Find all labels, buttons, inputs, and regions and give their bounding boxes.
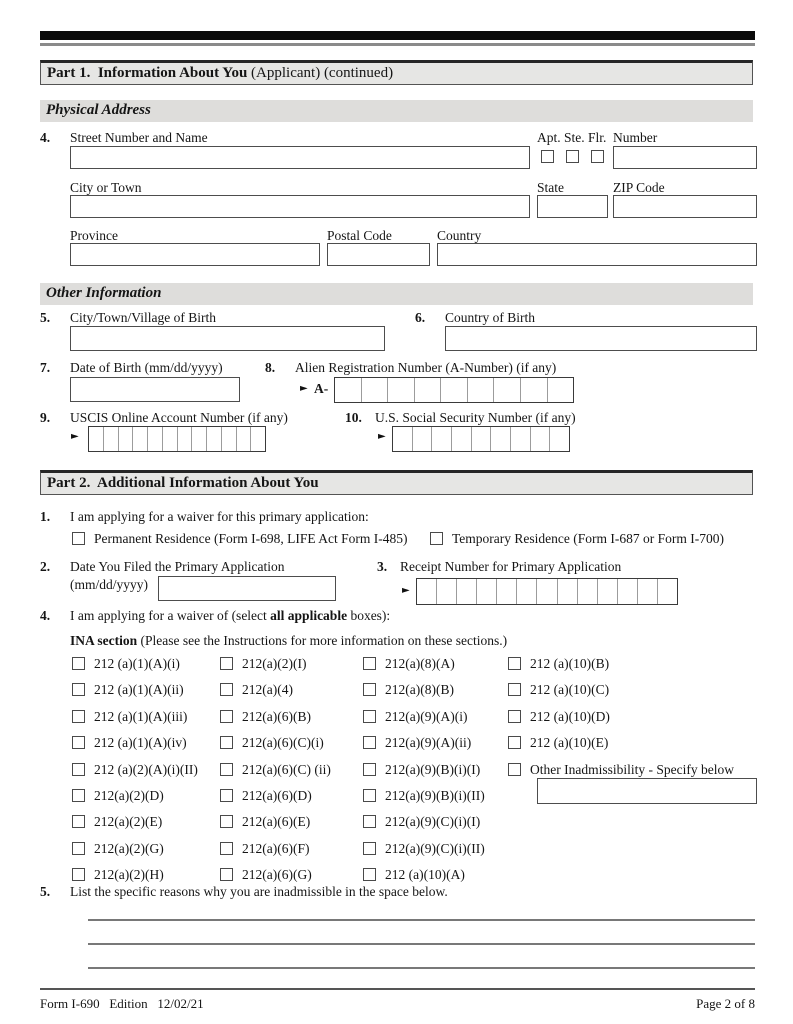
ina-option-label: 212(a)(2)(D) bbox=[94, 787, 164, 803]
ina-option bbox=[508, 682, 734, 708]
ina-option-label: 212 (a)(10)(D) bbox=[530, 708, 610, 724]
ina-option-label: 212(a)(8)(B) bbox=[385, 682, 454, 698]
city-label: City or Town bbox=[70, 180, 142, 195]
ina-checkbox[interactable] bbox=[72, 763, 85, 776]
ina-checkbox[interactable] bbox=[363, 763, 376, 776]
ina-option-label: 212(a)(6)(E) bbox=[242, 814, 311, 830]
ina-option bbox=[220, 788, 331, 814]
ina-option-label: 212(a)(9)(A)(i) bbox=[385, 708, 468, 724]
ina-option bbox=[220, 735, 331, 761]
part2-title: Part 2. Additional Information About You bbox=[47, 475, 319, 491]
country-label: Country bbox=[437, 228, 482, 243]
birth-country-label: Country of Birth bbox=[445, 310, 535, 325]
state-input[interactable] bbox=[537, 195, 608, 218]
ina-checkbox[interactable] bbox=[72, 683, 85, 696]
province-input[interactable] bbox=[70, 243, 320, 266]
ina-option bbox=[72, 709, 198, 735]
unit-number-label: Number bbox=[613, 130, 658, 145]
ina-option bbox=[72, 735, 198, 761]
ina-option-label: 212(a)(9)(B)(i)(II) bbox=[385, 787, 485, 803]
ina-checkbox[interactable] bbox=[363, 657, 376, 670]
p2-item4-number: 4. bbox=[40, 608, 51, 623]
ina-checkbox[interactable] bbox=[363, 815, 376, 828]
ina-option-label: 212(a)(9)(C)(i)(I) bbox=[385, 814, 481, 830]
item4-number: 4. bbox=[40, 130, 51, 145]
state-label: State bbox=[537, 180, 564, 195]
ina-option bbox=[220, 656, 331, 682]
ssn-label: U.S. Social Security Number (if any) bbox=[375, 410, 576, 425]
ina-option bbox=[220, 762, 331, 788]
ste-checkbox[interactable] bbox=[566, 150, 579, 163]
a-number-label: Alien Registration Number (A-Number) (if any) bbox=[295, 360, 557, 375]
ina-option bbox=[220, 814, 331, 840]
ina-option-label: 212(a)(2)(I) bbox=[242, 656, 307, 671]
ina-option bbox=[363, 841, 485, 867]
ina-option bbox=[363, 735, 485, 761]
ina-option-label: 212(a)(2)(E) bbox=[94, 814, 163, 830]
a-number-comb-input[interactable] bbox=[334, 377, 574, 403]
ina-column-1 bbox=[72, 656, 198, 894]
ina-option-label: 212(a)(6)(C)(i) bbox=[242, 735, 324, 751]
permanent-residence-label: Permanent Residence (Form I-698, LIFE Act Form I-485) bbox=[94, 531, 408, 546]
ina-option bbox=[508, 709, 734, 735]
item7-number: 7. bbox=[40, 360, 51, 375]
ina-option-label: 212(a)(4) bbox=[242, 682, 293, 698]
item9-number: 9. bbox=[40, 410, 51, 425]
part1-title: Part 1. Information About You bbox=[47, 65, 248, 81]
ina-checkbox[interactable] bbox=[72, 736, 85, 749]
top-gray-rule bbox=[40, 43, 755, 46]
ina-option bbox=[72, 788, 198, 814]
ina-option-label: 212 (a)(1)(A)(iv) bbox=[94, 735, 187, 751]
ina-option-label: 212(a)(9)(A)(ii) bbox=[385, 735, 472, 751]
ina-option bbox=[72, 841, 198, 867]
ina-option bbox=[508, 735, 734, 761]
ina-option-label: 212(a)(6)(D) bbox=[242, 787, 312, 803]
ina-option bbox=[363, 682, 485, 708]
birth-country-input[interactable] bbox=[445, 326, 757, 351]
uscis-account-comb-input[interactable] bbox=[88, 426, 266, 452]
ina-option-label: 212(a)(2)(G) bbox=[94, 840, 164, 856]
part1-header bbox=[40, 60, 753, 85]
a-number-prefix: A- bbox=[314, 381, 329, 396]
reasons-label: List the specific reasons why you are inadmissible in the space below. bbox=[70, 884, 448, 899]
ina-option-label: 212 (a)(2)(A)(i)(II) bbox=[94, 761, 198, 777]
waiver-application-label: I am applying for a waiver for this primary application: bbox=[70, 509, 369, 524]
p2-item2-number: 2. bbox=[40, 559, 51, 574]
ina-option-label: 212 (a)(1)(A)(iii) bbox=[94, 708, 188, 724]
birth-city-input[interactable] bbox=[70, 326, 385, 351]
ina-option-label: 212 (a)(10)(A) bbox=[385, 867, 465, 883]
ina-checkbox[interactable] bbox=[72, 657, 85, 670]
receipt-number-label: Receipt Number for Primary Application bbox=[400, 559, 622, 574]
dob-label: Date of Birth (mm/dd/yyyy) bbox=[70, 360, 223, 375]
ina-option-label: 212 (a)(10)(C) bbox=[530, 682, 610, 698]
city-input[interactable] bbox=[70, 195, 530, 218]
arrow-icon: ► bbox=[378, 431, 386, 442]
footer-rule bbox=[40, 988, 755, 990]
ina-option-label: 212(a)(9)(C)(i)(II) bbox=[385, 840, 485, 856]
ina-option-label: 212(a)(9)(B)(i)(I) bbox=[385, 761, 481, 777]
ina-option-label: 212(a)(8)(A) bbox=[385, 656, 455, 671]
zip-input[interactable] bbox=[613, 195, 757, 218]
ina-checkbox[interactable] bbox=[220, 815, 233, 828]
write-in-line-1[interactable] bbox=[88, 919, 755, 921]
ina-checkbox[interactable] bbox=[363, 842, 376, 855]
ina-option-label: 212 (a)(10)(B) bbox=[530, 656, 610, 671]
apt-checkbox[interactable] bbox=[541, 150, 554, 163]
ina-checkbox[interactable] bbox=[363, 736, 376, 749]
date-filed-label: Date You Filed the Primary Application bbox=[70, 559, 285, 574]
ina-option bbox=[220, 709, 331, 735]
ina-checkbox[interactable] bbox=[363, 710, 376, 723]
ina-option bbox=[72, 656, 198, 682]
ina-checkbox[interactable] bbox=[72, 789, 85, 802]
section-physical-address: Physical Address bbox=[40, 100, 753, 122]
ina-option-label: Other Inadmissibility - Specify below bbox=[530, 761, 734, 777]
item5-number: 5. bbox=[40, 310, 51, 325]
ina-column-4 bbox=[508, 656, 734, 788]
part1-title-suffix: (Applicant) (continued) bbox=[247, 65, 394, 81]
item8-number: 8. bbox=[265, 360, 276, 375]
ina-checkbox[interactable] bbox=[72, 815, 85, 828]
postal-label: Postal Code bbox=[327, 228, 392, 243]
section-other-information: Other Information bbox=[40, 283, 753, 305]
ina-option-label: 212(a)(2)(H) bbox=[94, 867, 164, 883]
ina-checkbox[interactable] bbox=[72, 842, 85, 855]
other-inadmissibility-input[interactable] bbox=[537, 778, 757, 804]
zip-label: ZIP Code bbox=[613, 180, 665, 195]
waiver-of-label: I am applying for a waiver of (select all applicable boxes): bbox=[70, 608, 391, 623]
ina-option-label: 212 (a)(1)(A)(ii) bbox=[94, 682, 184, 698]
write-in-line-2[interactable] bbox=[88, 943, 755, 945]
p2-item1-number: 1. bbox=[40, 509, 51, 524]
temporary-residence-label: Temporary Residence (Form I-687 or Form I-700) bbox=[452, 531, 724, 546]
ina-checkbox[interactable] bbox=[220, 842, 233, 855]
ina-option bbox=[72, 682, 198, 708]
arrow-icon: ► bbox=[71, 431, 79, 442]
ina-option-label: 212(a)(6)(C) (ii) bbox=[242, 761, 331, 777]
p2-item5-number: 5. bbox=[40, 884, 51, 899]
apt-ste-flr-label: Apt. Ste. Flr. bbox=[537, 130, 607, 145]
birth-city-label: City/Town/Village of Birth bbox=[70, 310, 216, 325]
ina-checkbox[interactable] bbox=[220, 789, 233, 802]
ina-checkbox[interactable] bbox=[508, 710, 521, 723]
ina-column-2 bbox=[220, 656, 331, 894]
footer-page-number: Page 2 of 8 bbox=[696, 996, 755, 1011]
province-label: Province bbox=[70, 228, 118, 243]
ina-option-label: 212(a)(6)(B) bbox=[242, 708, 311, 724]
ina-option bbox=[363, 709, 485, 735]
permanent-residence-checkbox[interactable] bbox=[72, 532, 85, 545]
flr-checkbox[interactable] bbox=[591, 150, 604, 163]
ina-checkbox[interactable] bbox=[220, 868, 233, 881]
postal-input[interactable] bbox=[327, 243, 430, 266]
ina-option bbox=[363, 656, 485, 682]
ina-checkbox[interactable] bbox=[363, 789, 376, 802]
ina-option-label: 212 (a)(1)(A)(i) bbox=[94, 656, 180, 671]
date-filed-input[interactable] bbox=[158, 576, 336, 601]
ina-checkbox[interactable] bbox=[508, 763, 521, 776]
write-in-line-3[interactable] bbox=[88, 967, 755, 969]
ina-checkbox[interactable] bbox=[220, 736, 233, 749]
top-black-rule bbox=[40, 31, 755, 40]
temporary-residence-checkbox[interactable] bbox=[430, 532, 443, 545]
dob-input[interactable] bbox=[70, 377, 240, 402]
arrow-icon: ► bbox=[402, 585, 410, 596]
country-input[interactable] bbox=[437, 243, 757, 266]
ina-checkbox[interactable] bbox=[508, 683, 521, 696]
ina-option bbox=[72, 762, 198, 788]
ina-option bbox=[363, 788, 485, 814]
ina-option bbox=[363, 762, 485, 788]
ina-checkbox[interactable] bbox=[220, 657, 233, 670]
ina-option bbox=[508, 656, 734, 682]
ina-checkbox[interactable] bbox=[508, 736, 521, 749]
ina-checkbox[interactable] bbox=[363, 868, 376, 881]
street-label: Street Number and Name bbox=[70, 130, 208, 145]
ina-option-label: 212(a)(6)(F) bbox=[242, 840, 310, 856]
ina-checkbox[interactable] bbox=[72, 868, 85, 881]
unit-number-input[interactable] bbox=[613, 146, 757, 169]
p2-item3-number: 3. bbox=[377, 559, 388, 574]
item10-number: 10. bbox=[345, 410, 362, 425]
street-input[interactable] bbox=[70, 146, 530, 169]
ina-checkbox[interactable] bbox=[508, 657, 521, 670]
receipt-number-comb-input[interactable] bbox=[416, 578, 678, 605]
ina-checkbox[interactable] bbox=[72, 710, 85, 723]
ina-option bbox=[72, 814, 198, 840]
ssn-comb-input[interactable] bbox=[392, 426, 570, 452]
ina-section-label: INA section (Please see the Instructions for more information on these sections.) bbox=[70, 633, 508, 648]
uscis-account-label: USCIS Online Account Number (if any) bbox=[70, 410, 288, 425]
arrow-icon: ► bbox=[300, 383, 308, 394]
ina-option bbox=[220, 682, 331, 708]
ina-checkbox[interactable] bbox=[220, 683, 233, 696]
ina-option bbox=[363, 814, 485, 840]
ina-option-label: 212 (a)(10)(E) bbox=[530, 735, 609, 751]
ina-checkbox[interactable] bbox=[363, 683, 376, 696]
ina-checkbox[interactable] bbox=[220, 710, 233, 723]
date-filed-format-label: (mm/dd/yyyy) bbox=[70, 577, 148, 592]
footer-form-edition: Form I-690 Edition 12/02/21 bbox=[40, 996, 204, 1011]
item6-number: 6. bbox=[415, 310, 426, 325]
ina-option bbox=[220, 841, 331, 867]
ina-option-label: 212(a)(6)(G) bbox=[242, 867, 312, 883]
part2-header bbox=[40, 470, 753, 495]
ina-checkbox[interactable] bbox=[220, 763, 233, 776]
ina-column-3 bbox=[363, 656, 485, 894]
